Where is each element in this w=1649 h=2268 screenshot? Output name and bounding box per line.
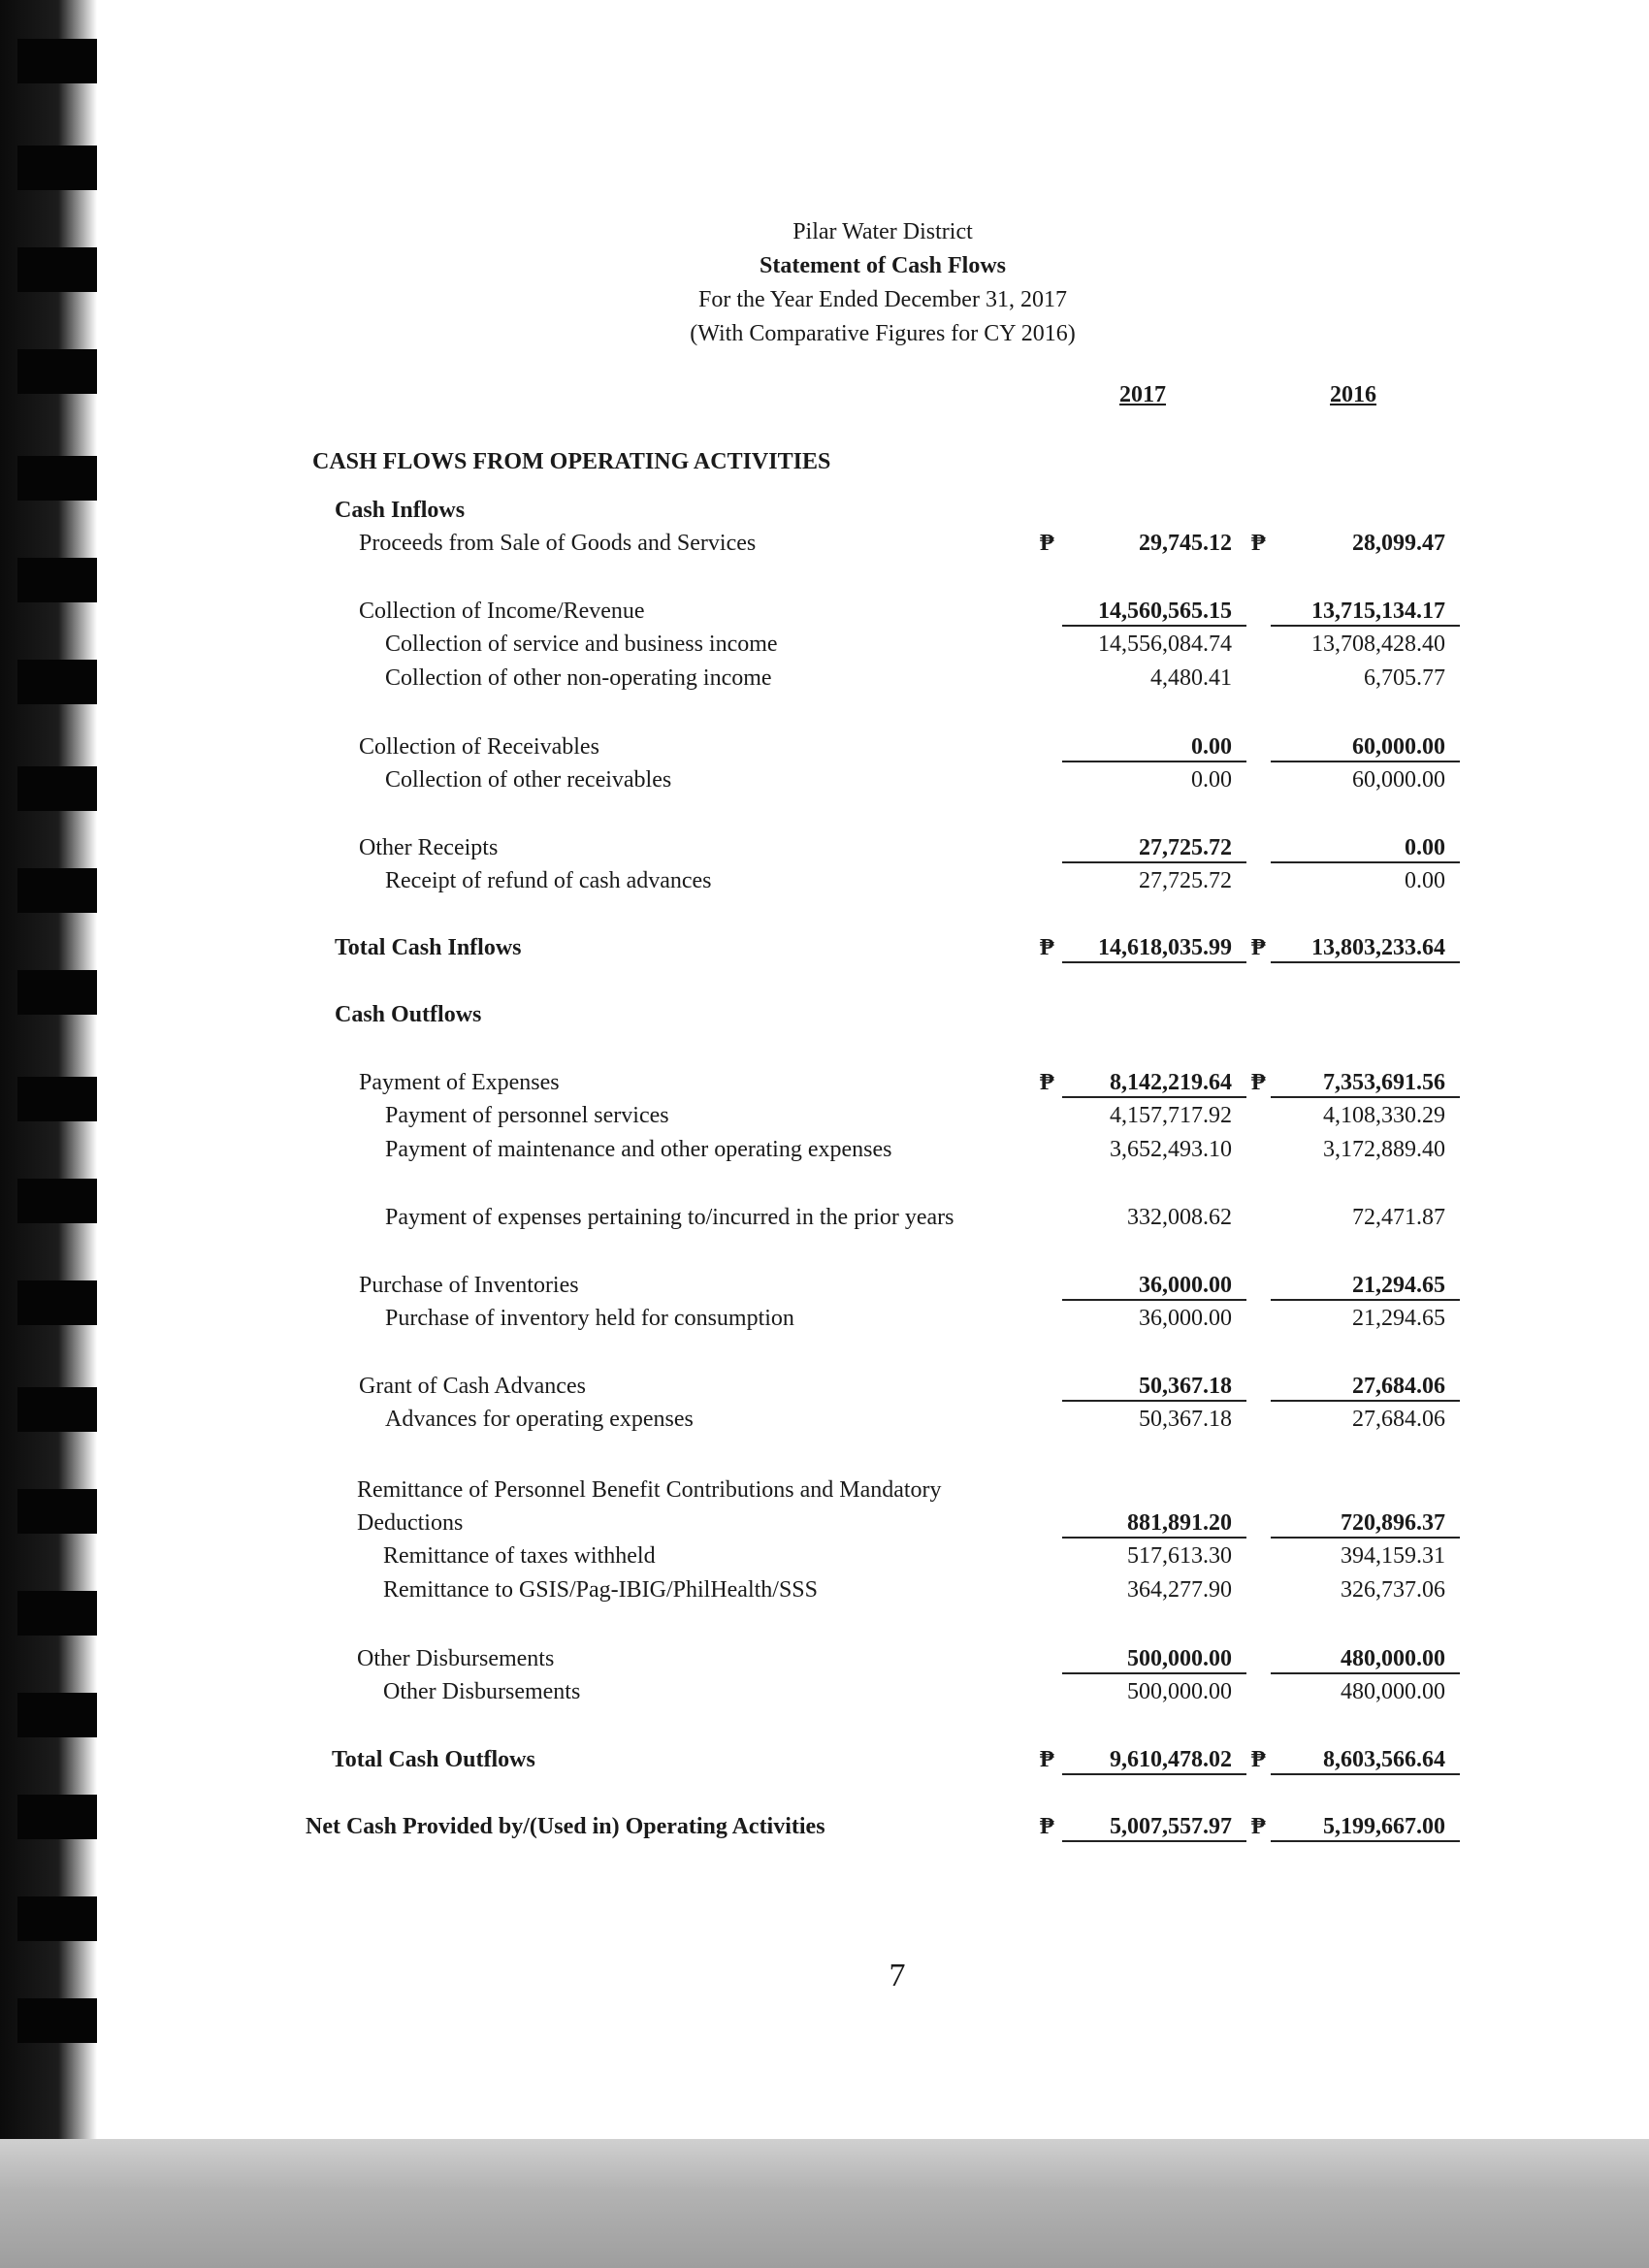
value-2016: 60,000.00 — [1352, 734, 1445, 760]
value-2017: 881,891.20 — [1127, 1510, 1232, 1536]
binding-hole — [17, 1179, 97, 1223]
page-number: 7 — [889, 1958, 906, 1993]
rule — [1062, 1400, 1246, 1402]
value-2017: 14,618,035.99 — [1098, 935, 1232, 960]
rule — [1062, 861, 1246, 863]
rule — [1062, 1840, 1246, 1842]
value-2016: 27,684.06 — [1352, 1407, 1445, 1432]
scan-shadow — [0, 2139, 1649, 2268]
binding-hole — [17, 1077, 97, 1121]
peso-sign: ₱ — [1040, 531, 1054, 556]
binding-hole — [17, 456, 97, 501]
row-label: Proceeds from Sale of Goods and Services — [359, 531, 757, 556]
value-2016: 3,172,889.40 — [1323, 1137, 1445, 1162]
row-label: Collection of Receivables — [359, 734, 599, 760]
value-2017: 364,277.90 — [1127, 1577, 1232, 1603]
rule — [1062, 1672, 1246, 1674]
rule — [1271, 1299, 1460, 1301]
peso-sign: ₱ — [1040, 1747, 1054, 1772]
value-2017: 50,367.18 — [1139, 1407, 1232, 1432]
rule — [1062, 1299, 1246, 1301]
value-2016: 13,708,428.40 — [1311, 632, 1445, 657]
column-header-2016: 2016 — [1330, 382, 1376, 407]
entity-name: Pilar Water District — [792, 219, 973, 244]
inflows-heading: Cash Inflows — [335, 498, 466, 523]
binding-hole — [17, 1896, 97, 1941]
row-label: Collection of service and business income — [385, 632, 778, 657]
binding-hole — [17, 349, 97, 394]
value-2017: 4,480.41 — [1150, 665, 1232, 691]
row-label: Advances for operating expenses — [385, 1407, 694, 1432]
value-2016: 21,294.65 — [1352, 1273, 1445, 1298]
peso-sign: ₱ — [1251, 1814, 1266, 1839]
value-2017: 0.00 — [1191, 767, 1232, 793]
value-2017: 27,725.72 — [1139, 835, 1232, 860]
row-label: Remittance of taxes withheld — [383, 1543, 656, 1569]
value-2016: 72,471.87 — [1352, 1205, 1445, 1230]
value-2016: 720,896.37 — [1341, 1510, 1445, 1536]
peso-sign: ₱ — [1040, 935, 1054, 960]
value-2017: 517,613.30 — [1127, 1543, 1232, 1569]
statement-period: For the Year Ended December 31, 2017 — [698, 287, 1067, 312]
row-label: Other Disbursements — [357, 1646, 555, 1671]
row-label: Collection of Income/Revenue — [359, 599, 645, 624]
row-label: Collection of other receivables — [385, 767, 672, 793]
rule — [1271, 761, 1460, 762]
rule — [1271, 625, 1460, 627]
value-2016: 0.00 — [1405, 835, 1445, 860]
binding-hole — [17, 1591, 97, 1636]
row-label: Collection of other non-operating income — [385, 665, 772, 691]
value-2017: 500,000.00 — [1127, 1646, 1232, 1671]
binding-hole — [17, 660, 97, 704]
value-2017: 36,000.00 — [1139, 1306, 1232, 1331]
rule — [1062, 1773, 1246, 1775]
peso-sign: ₱ — [1040, 1070, 1054, 1095]
row-label: Deductions — [357, 1510, 464, 1536]
value-2017: 8,142,219.64 — [1110, 1070, 1232, 1095]
value-2016: 480,000.00 — [1341, 1646, 1445, 1671]
value-2017: 332,008.62 — [1127, 1205, 1232, 1230]
binding-hole — [17, 39, 97, 83]
statement-comparative: (With Comparative Figures for CY 2016) — [690, 321, 1076, 346]
binding-hole — [17, 1489, 97, 1534]
row-label: Grant of Cash Advances — [359, 1374, 586, 1399]
total-outflows-label: Total Cash Outflows — [332, 1747, 535, 1772]
rule — [1271, 1672, 1460, 1674]
outflows-heading: Cash Outflows — [335, 1002, 482, 1027]
value-2016: 13,803,233.64 — [1311, 935, 1445, 960]
rule — [1271, 861, 1460, 863]
peso-sign: ₱ — [1251, 1747, 1266, 1772]
row-label: Other Disbursements — [383, 1679, 581, 1704]
value-2017: 50,367.18 — [1139, 1374, 1232, 1399]
peso-sign: ₱ — [1251, 935, 1266, 960]
value-2016: 28,099.47 — [1352, 531, 1445, 556]
binding-strip — [0, 0, 97, 2268]
value-2016: 13,715,134.17 — [1311, 599, 1445, 624]
value-2016: 326,737.06 — [1341, 1577, 1445, 1603]
rule — [1271, 1400, 1460, 1402]
binding-hole — [17, 1795, 97, 1839]
binding-hole — [17, 868, 97, 913]
rule — [1062, 625, 1246, 627]
value-2017: 3,652,493.10 — [1110, 1137, 1232, 1162]
rule — [1062, 761, 1246, 762]
row-label: Other Receipts — [359, 835, 499, 860]
value-2017: 500,000.00 — [1127, 1679, 1232, 1704]
binding-hole — [17, 247, 97, 292]
value-2016: 480,000.00 — [1341, 1679, 1445, 1704]
value-2016: 60,000.00 — [1352, 767, 1445, 793]
statement-title: Statement of Cash Flows — [760, 253, 1006, 278]
row-label: Payment of maintenance and other operating expenses — [385, 1137, 892, 1162]
row-label: Payment of expenses pertaining to/incurred in the prior years — [385, 1205, 954, 1230]
section-title: CASH FLOWS FROM OPERATING ACTIVITIES — [312, 449, 831, 474]
value-2017: 14,560,565.15 — [1098, 599, 1232, 624]
binding-hole — [17, 146, 97, 190]
row-label: Payment of personnel services — [385, 1103, 669, 1128]
column-header-2017: 2017 — [1119, 382, 1166, 407]
rule — [1062, 961, 1246, 963]
value-2017: 14,556,084.74 — [1098, 632, 1232, 657]
value-2017: 5,007,557.97 — [1110, 1814, 1232, 1839]
value-2017: 36,000.00 — [1139, 1273, 1232, 1298]
net-cash-label: Net Cash Provided by/(Used in) Operating Activities — [306, 1814, 825, 1839]
binding-hole — [17, 970, 97, 1015]
peso-sign: ₱ — [1251, 1070, 1266, 1095]
binding-hole — [17, 1693, 97, 1737]
rule — [1271, 1840, 1460, 1842]
value-2017: 0.00 — [1191, 734, 1232, 760]
binding-hole — [17, 1387, 97, 1432]
binding-hole — [17, 558, 97, 602]
rule — [1271, 1537, 1460, 1539]
value-2017: 4,157,717.92 — [1110, 1103, 1232, 1128]
rule — [1271, 1096, 1460, 1098]
value-2017: 27,725.72 — [1139, 868, 1232, 893]
binding-hole — [17, 1280, 97, 1325]
row-label: Remittance of Personnel Benefit Contributions and Mandatory — [357, 1477, 942, 1503]
value-2017: 29,745.12 — [1139, 531, 1232, 556]
value-2016: 0.00 — [1405, 868, 1445, 893]
rule — [1062, 1096, 1246, 1098]
rule — [1271, 961, 1460, 963]
row-label: Purchase of inventory held for consumption — [385, 1306, 794, 1331]
binding-hole — [17, 1998, 97, 2043]
value-2016: 394,159.31 — [1341, 1543, 1445, 1569]
rule — [1062, 1537, 1246, 1539]
total-inflows-label: Total Cash Inflows — [335, 935, 522, 960]
peso-sign: ₱ — [1251, 531, 1266, 556]
value-2016: 8,603,566.64 — [1323, 1747, 1445, 1772]
value-2017: 9,610,478.02 — [1110, 1747, 1232, 1772]
row-label: Purchase of Inventories — [359, 1273, 579, 1298]
value-2016: 4,108,330.29 — [1323, 1103, 1445, 1128]
value-2016: 21,294.65 — [1352, 1306, 1445, 1331]
peso-sign: ₱ — [1040, 1814, 1054, 1839]
rule — [1271, 1773, 1460, 1775]
value-2016: 6,705.77 — [1364, 665, 1445, 691]
row-label: Remittance to GSIS/Pag-IBIG/PhilHealth/SSS — [383, 1577, 818, 1603]
binding-hole — [17, 766, 97, 811]
value-2016: 7,353,691.56 — [1323, 1070, 1445, 1095]
row-label: Payment of Expenses — [359, 1070, 560, 1095]
value-2016: 27,684.06 — [1352, 1374, 1445, 1399]
value-2016: 5,199,667.00 — [1323, 1814, 1445, 1839]
row-label: Receipt of refund of cash advances — [385, 868, 712, 893]
